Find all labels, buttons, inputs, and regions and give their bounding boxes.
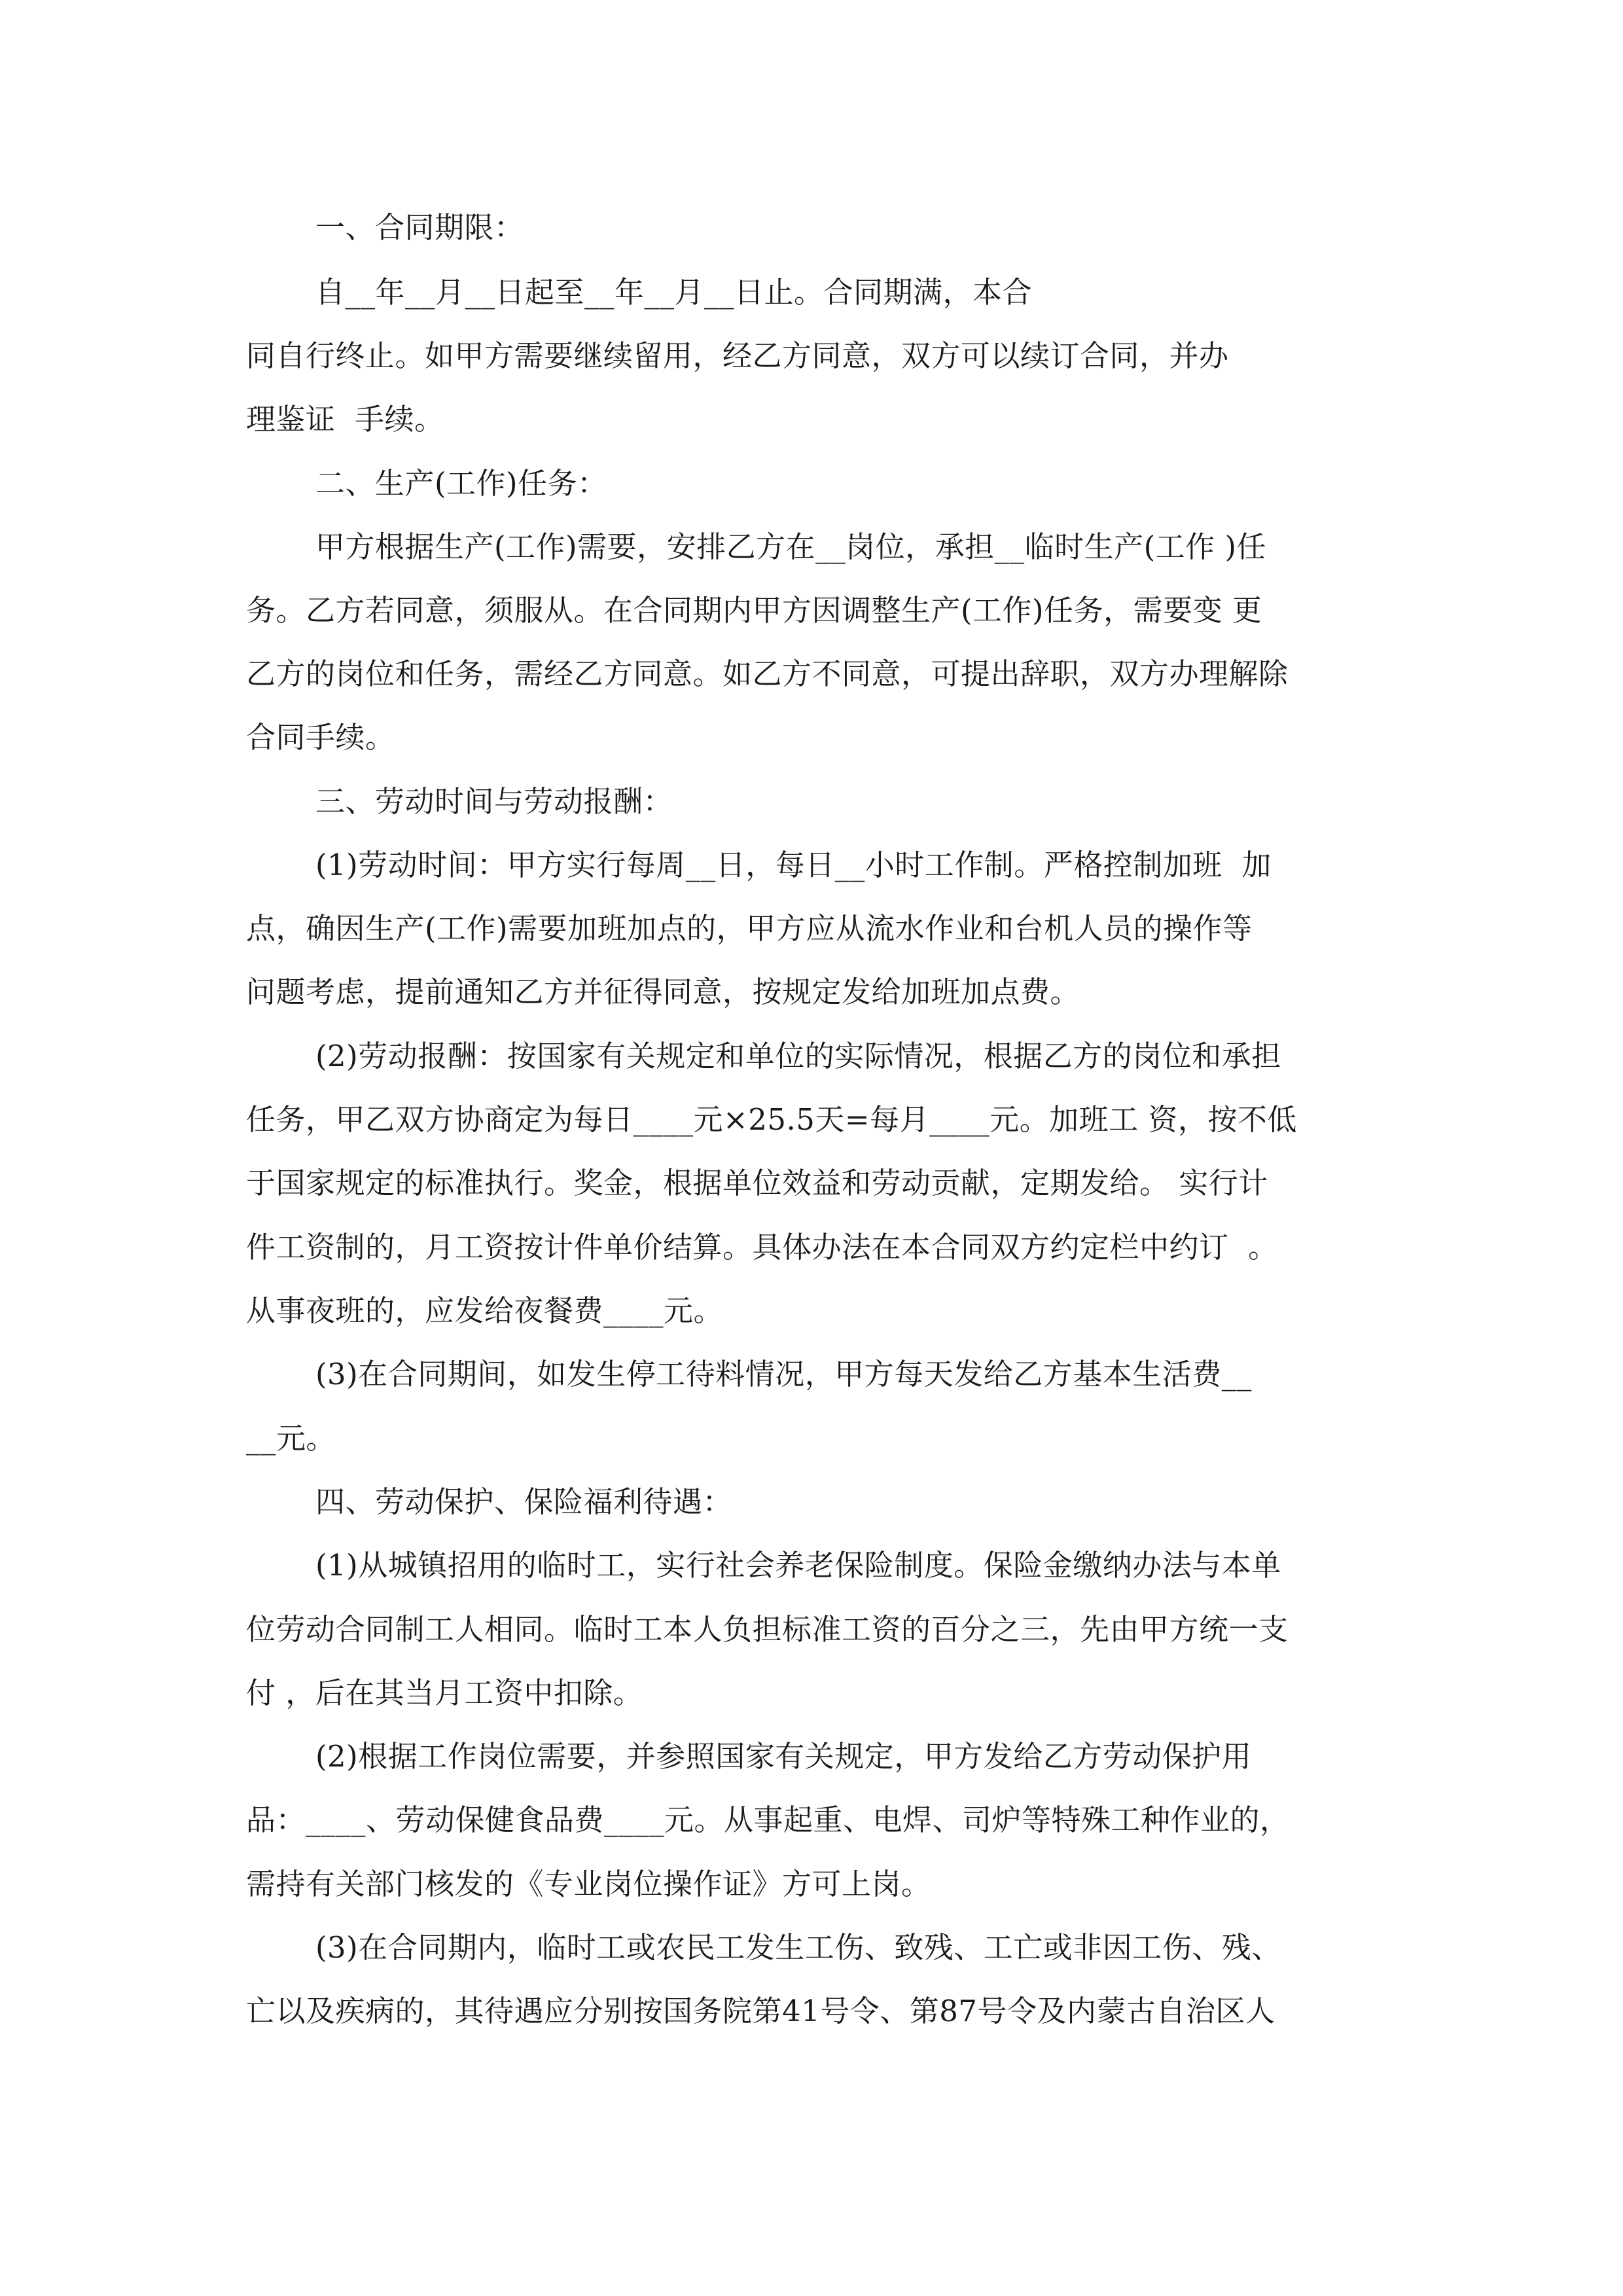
paragraph-line: 理鉴证 手续。 bbox=[246, 402, 444, 437]
paragraph-line: (2)劳动报酬：按国家有关规定和单位的实际情况，根据乙方的岗位和承担 bbox=[315, 1039, 1281, 1073]
section-heading-3: 三、劳动时间与劳动报酬： bbox=[315, 784, 673, 819]
paragraph-line: (1)从城镇招用的临时工，实行社会养老保险制度。保险金缴纳办法与本单 bbox=[315, 1548, 1281, 1583]
paragraph-line: 件工资制的，月工资按计件单价结算。具体办法在本合同双方约定栏中约订 。 bbox=[246, 1230, 1278, 1265]
paragraph-line: 于国家规定的标准执行。奖金，根据单位效益和劳动贡献，定期发给。 实行计 bbox=[246, 1166, 1268, 1200]
paragraph-line: 任务，甲乙双方协商定为每日____元×25.5天=每月____元。加班工 资，按不低 bbox=[246, 1102, 1297, 1137]
paragraph-line: 品：____、劳动保健食品费____元。从事起重、电焊、司炉等特殊工种作业的， bbox=[246, 1803, 1290, 1837]
paragraph-line: 务。乙方若同意，须服从。在合同期内甲方因调整生产(工作)任务，需要变 更 bbox=[246, 593, 1262, 628]
paragraph-line: 从事夜班的，应发给夜餐费____元。 bbox=[246, 1293, 724, 1328]
paragraph-line: 问题考虑，提前通知乙方并征得同意，按规定发给加班加点费。 bbox=[246, 975, 1080, 1009]
paragraph-line: 甲方根据生产(工作)需要，安排乙方在__岗位，承担__临时生产(工作 )任 bbox=[315, 529, 1267, 564]
paragraph-line: 同自行终止。如甲方需要继续留用，经乙方同意，双方可以续订合同，并办 bbox=[246, 338, 1229, 373]
section-heading-1: 一、合同期限： bbox=[315, 210, 524, 245]
paragraph-line: 亡以及疾病的，其待遇应分别按国务院第41号令、第87号令及内蒙古自治区人 bbox=[246, 1994, 1275, 2028]
paragraph-line: 需持有关部门核发的《专业岗位操作证》方可上岗。 bbox=[246, 1867, 931, 1901]
paragraph-line: (3)在合同期间，如发生停工待料情况，甲方每天发给乙方基本生活费__ bbox=[315, 1357, 1252, 1391]
paragraph-line: 乙方的岗位和任务，需经乙方同意。如乙方不同意，可提出辞职，双方办理解除 bbox=[246, 656, 1289, 691]
paragraph-line: 合同手续。 bbox=[246, 720, 395, 755]
paragraph-line: 自__年__月__日起至__年__月__日止。合同期满，本合 bbox=[315, 275, 1033, 310]
paragraph-line: __元。 bbox=[246, 1421, 336, 1456]
paragraph-line: (2)根据工作岗位需要，并参照国家有关规定，甲方发给乙方劳动保护用 bbox=[315, 1739, 1252, 1774]
section-heading-2: 二、生产(工作)任务： bbox=[315, 466, 607, 501]
paragraph-line: 点，确因生产(工作)需要加班加点的，甲方应从流水作业和台机人员的操作等 bbox=[246, 911, 1253, 946]
paragraph-line: 付 ，后在其当月工资中扣除。 bbox=[246, 1676, 643, 1710]
paragraph-line: (3)在合同期内，临时工或农民工发生工伤、致残、工亡或非因工伤、残、 bbox=[315, 1930, 1281, 1965]
paragraph-line: 位劳动合同制工人相同。临时工本人负担标准工资的百分之三，先由甲方统一支 bbox=[246, 1612, 1289, 1647]
section-heading-4: 四、劳动保护、保险福利待遇： bbox=[315, 1484, 733, 1519]
paragraph-line: (1)劳动时间：甲方实行每周__日，每日__小时工作制。严格控制加班 加 bbox=[315, 848, 1272, 882]
